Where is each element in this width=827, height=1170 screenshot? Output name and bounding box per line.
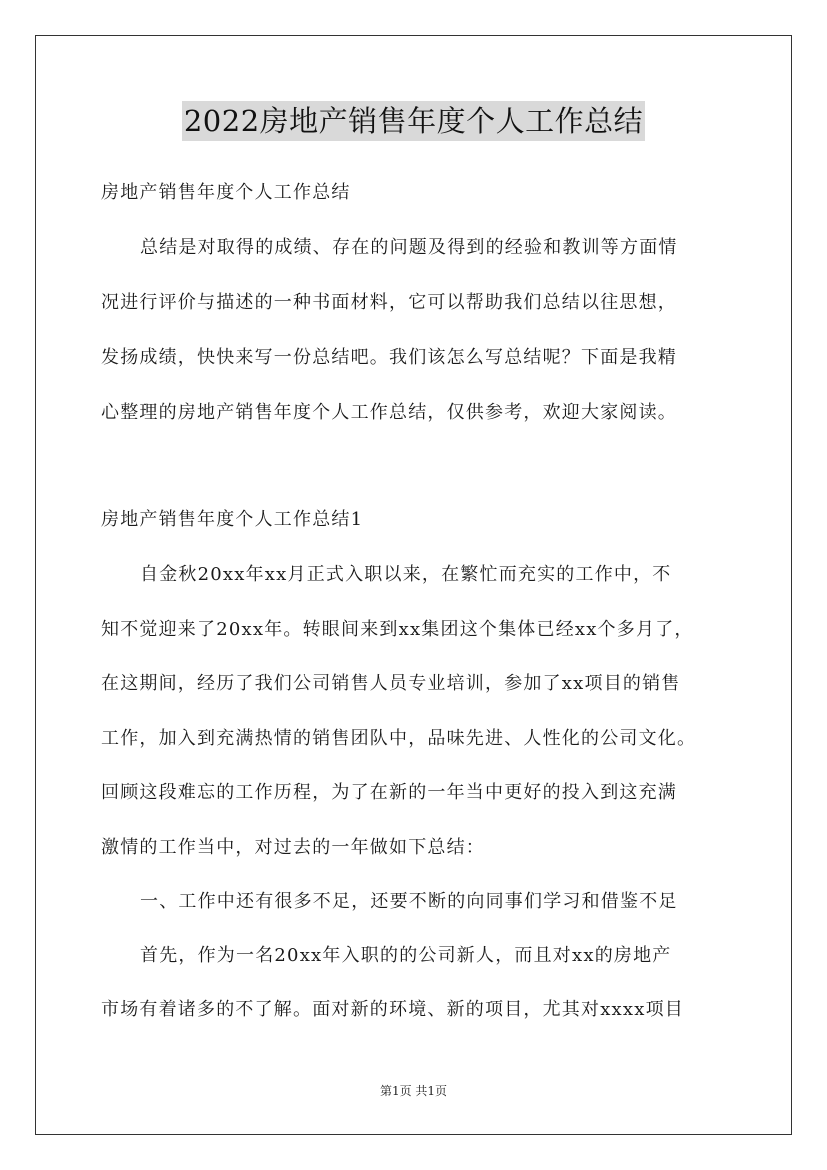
document-title: 2022房地产销售年度个人工作总结 [182, 101, 645, 141]
section-heading: 房地产销售年度个人工作总结1 [101, 509, 364, 530]
paragraph-line: 总结是对取得的成绩、存在的问题及得到的经验和教训等方面情 [140, 237, 678, 258]
paragraph-line: 自金秋20xx年xx月正式入职以来，在繁忙而充实的工作中，不 [140, 564, 672, 585]
paragraph-line: 在这期间，经历了我们公司销售人员专业培训，参加了xx项目的销售 [101, 673, 681, 694]
paragraph-line: 心整理的房地产销售年度个人工作总结，仅供参考，欢迎大家阅读。 [101, 402, 677, 423]
paragraph-line: 回顾这段难忘的工作历程，为了在新的一年当中更好的投入到这充满 [101, 782, 677, 803]
paragraph-line: 市场有着诸多的不了解。面对新的环境、新的项目，尤其对xxxx项目 [101, 999, 685, 1020]
page-footer: 第1页 共1页 [379, 1084, 448, 1098]
paragraph-line: 工作，加入到充满热情的销售团队中，品味先进、人性化的公司文化。 [101, 728, 697, 749]
paragraph-line: 发扬成绩，快快来写一份总结吧。我们该怎么写总结呢？下面是我精 [101, 347, 677, 368]
paragraph-line: 况进行评价与描述的一种书面材料，它可以帮助我们总结以往思想， [101, 292, 677, 313]
paragraph-line: 首先，作为一名20xx年入职的的公司新人，而且对xx的房地产 [140, 945, 672, 966]
subsection-heading: 一、工作中还有很多不足，还要不断的向同事们学习和借鉴不足 [140, 891, 678, 912]
paragraph-line: 知不觉迎来了20xx年。转眼间来到xx集团这个集体已经xx个多月了， [101, 619, 694, 640]
section-heading: 房地产销售年度个人工作总结 [101, 182, 351, 203]
paragraph-line: 激情的工作当中，对过去的一年做如下总结： [101, 837, 485, 858]
title-container [0, 101, 827, 141]
